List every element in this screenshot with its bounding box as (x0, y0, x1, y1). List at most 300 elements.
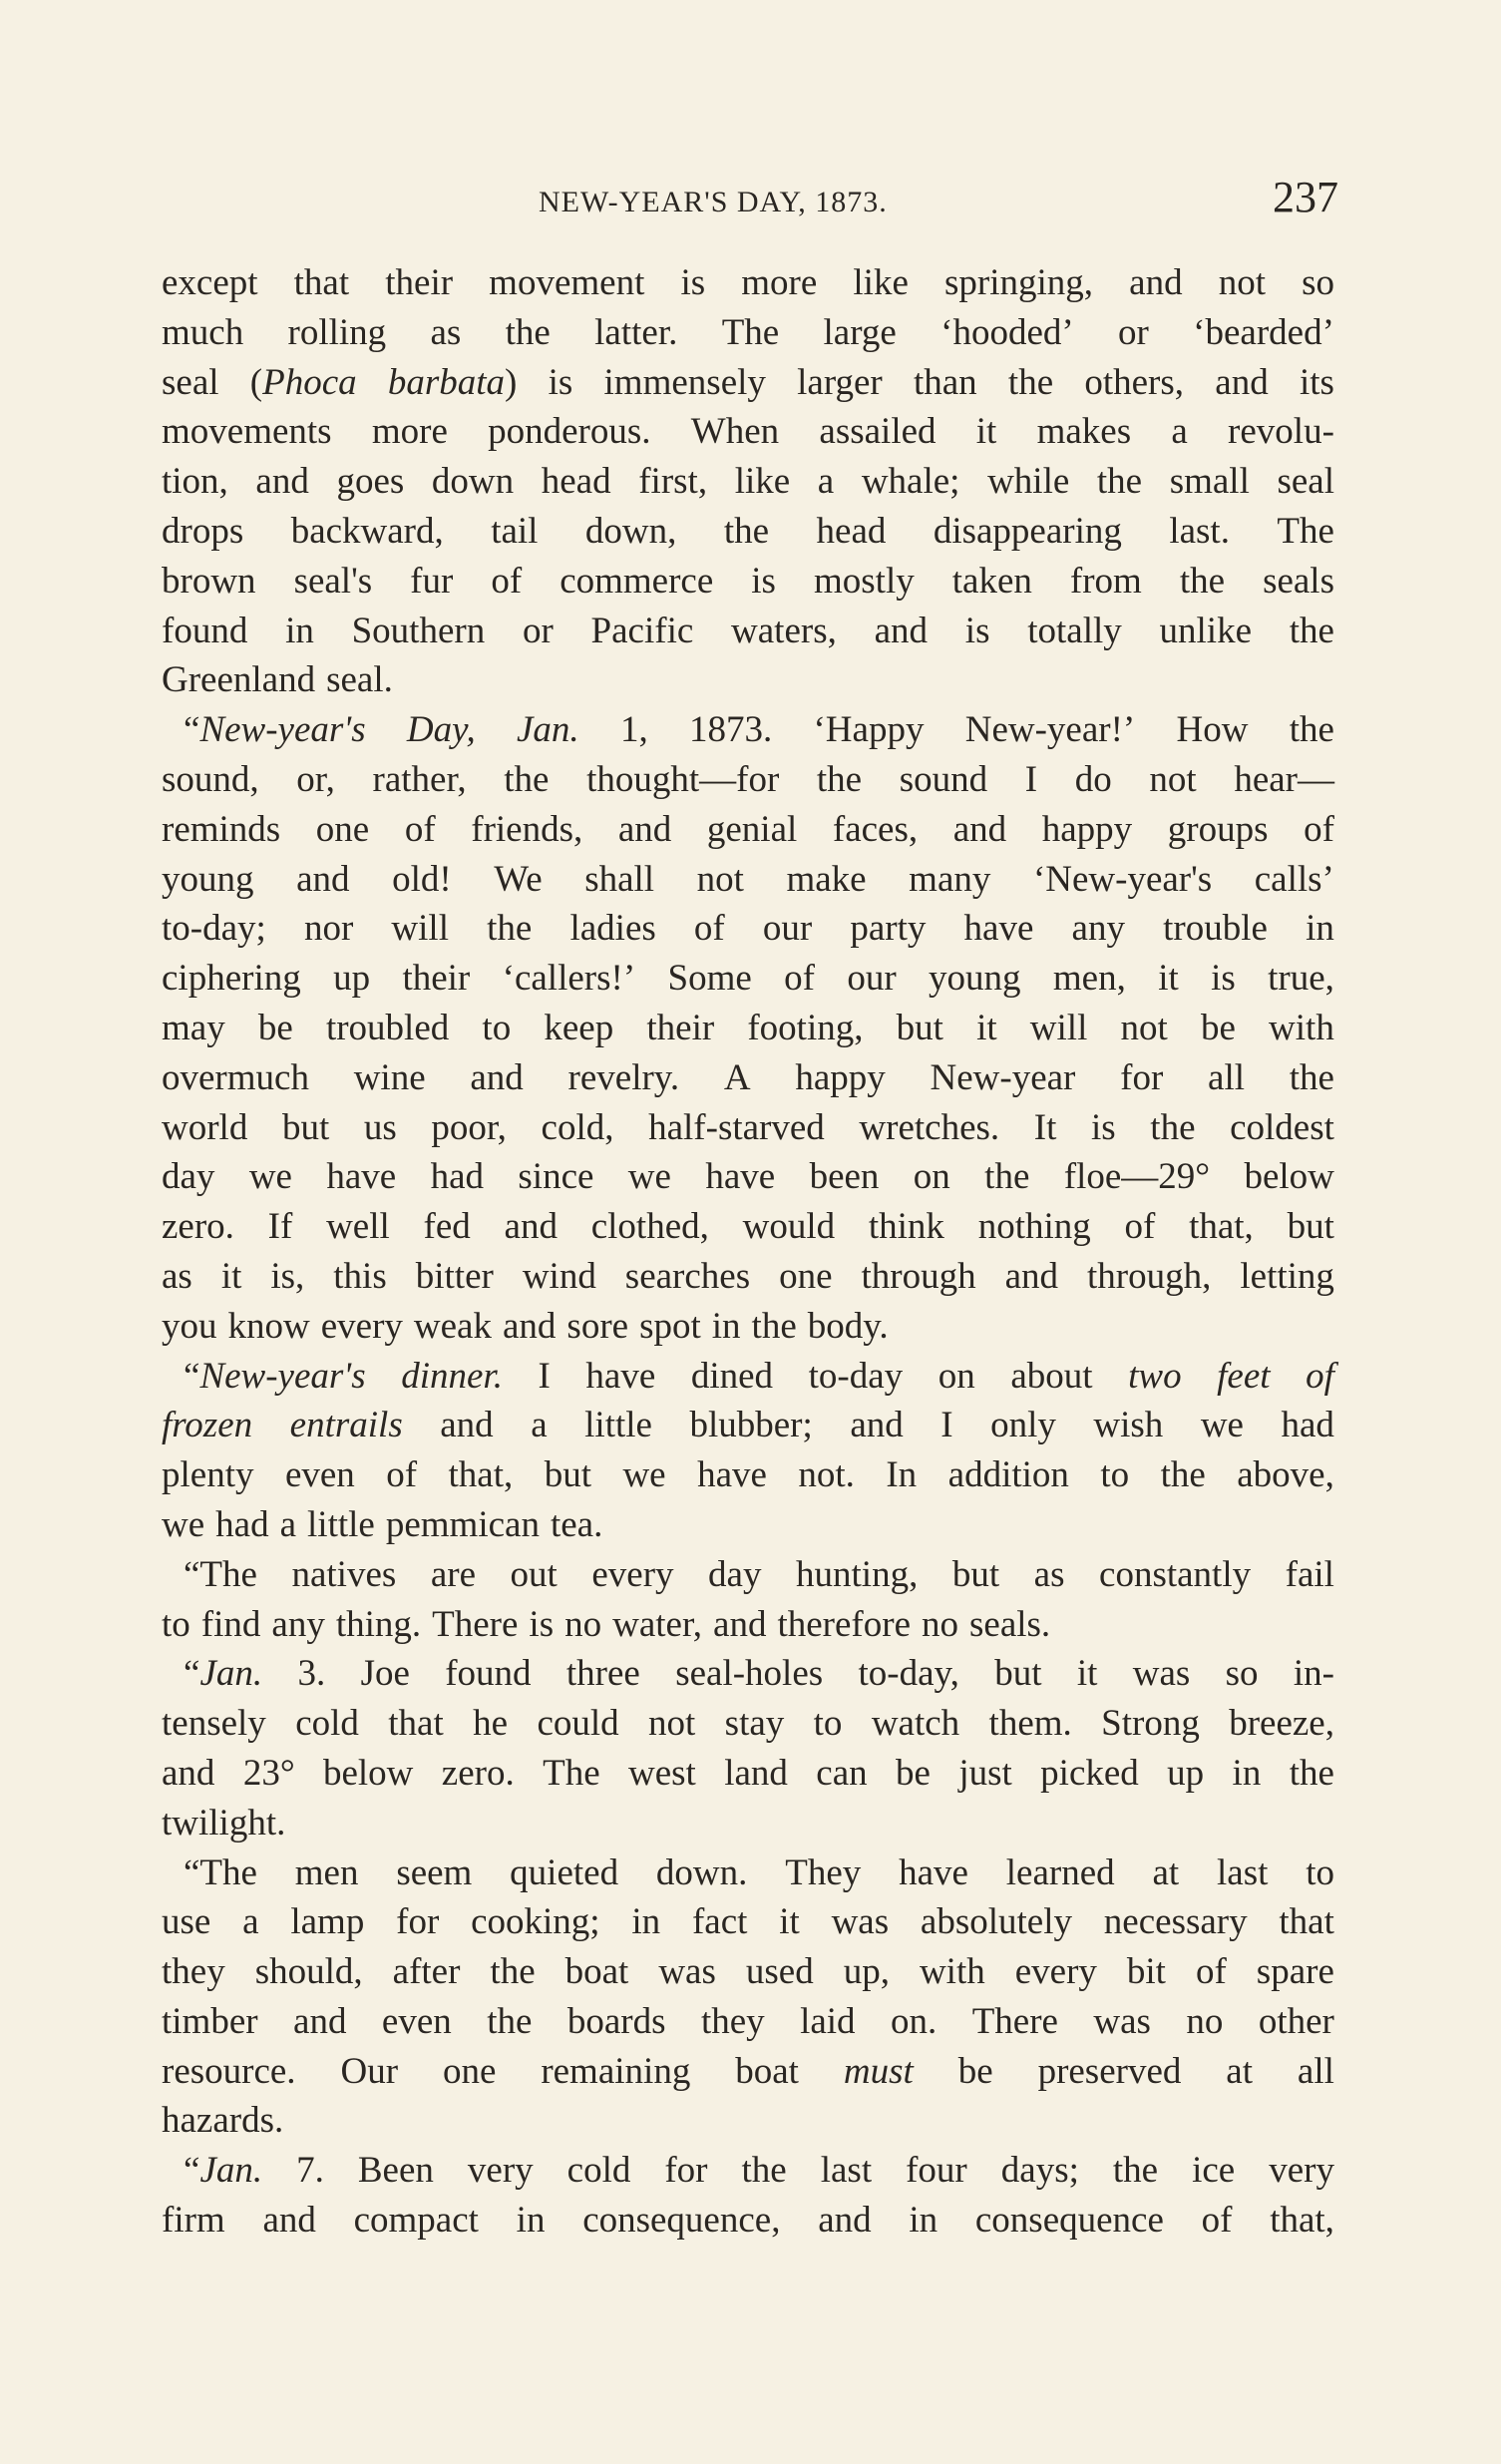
word: seem (396, 1851, 473, 1893)
word: and (440, 1405, 494, 1446)
word: addition (947, 1454, 1069, 1496)
word: zero. (441, 1752, 515, 1794)
word: thing. (335, 1603, 422, 1645)
word: is (548, 361, 573, 403)
text-line (162, 1103, 1334, 1153)
word: of (1195, 1951, 1227, 1993)
word: head (541, 461, 611, 503)
word: rolling (287, 311, 387, 353)
word: nor (303, 908, 354, 950)
text-line (162, 1600, 1334, 1650)
word: floe—29° (1063, 1156, 1211, 1198)
word: cooking; (471, 1901, 600, 1943)
word: A (723, 1056, 751, 1098)
word: of (1304, 808, 1334, 850)
word: cold (295, 1703, 359, 1745)
word: little (584, 1405, 652, 1446)
word: consequence, (582, 2200, 781, 2242)
word: troubled (325, 1007, 450, 1048)
text-line (162, 358, 1334, 408)
word: for (1120, 1056, 1164, 1098)
word: goes (336, 461, 405, 503)
word: and (296, 858, 350, 900)
word: last. (1169, 510, 1230, 552)
word: we (162, 1503, 205, 1545)
word: spare (1256, 1951, 1334, 1993)
text-line (162, 1202, 1334, 1252)
word: on. (891, 2000, 938, 2042)
word: their (385, 262, 454, 303)
word: calls’ (1254, 858, 1334, 900)
word: compact (353, 2200, 479, 2242)
word: and (162, 1752, 215, 1794)
word: the (984, 1156, 1030, 1198)
word: The (1277, 510, 1334, 552)
word: the (1112, 2150, 1159, 2192)
word: of (784, 958, 815, 1000)
word: a (279, 1503, 297, 1545)
word: other (1258, 2000, 1334, 2042)
word: sound, (162, 758, 259, 800)
word: their (646, 1007, 715, 1048)
word: with (919, 1951, 985, 1993)
text-line (162, 1848, 1334, 1898)
word: this (333, 1255, 387, 1297)
word: 1, (619, 709, 648, 751)
word: timber (162, 2000, 258, 2042)
text-line (162, 1550, 1334, 1600)
word: and (617, 808, 672, 850)
word: for (396, 1901, 440, 1943)
word: any (271, 1603, 325, 1645)
word: one (315, 808, 370, 850)
word: to (162, 1603, 190, 1645)
word: When (690, 411, 780, 453)
word: have (963, 908, 1034, 950)
word: half-starved (648, 1106, 825, 1148)
word: In (886, 1454, 918, 1496)
word: more (371, 411, 448, 453)
word: a (817, 461, 835, 503)
word: through, (1087, 1255, 1212, 1297)
word: make (786, 858, 867, 900)
word: seals (1263, 560, 1334, 602)
word: in (1232, 1752, 1262, 1794)
text-line (162, 308, 1334, 358)
word: to (1306, 1851, 1334, 1893)
word: was (1132, 1653, 1191, 1695)
word: men (294, 1851, 359, 1893)
word: Pacific (590, 610, 694, 651)
word: out (510, 1553, 558, 1595)
word: and (1129, 262, 1183, 303)
word: had (215, 1503, 269, 1545)
word: absolutely (920, 1901, 1072, 1943)
word: is, (270, 1255, 305, 1297)
word: seal (162, 361, 219, 403)
body-text (162, 258, 1334, 2246)
word: have (326, 1156, 397, 1198)
word: movements (162, 411, 332, 453)
word: party (850, 908, 927, 950)
word: brown (162, 560, 256, 602)
word: natives (291, 1553, 397, 1595)
word: as (162, 1255, 192, 1297)
word: faces, (832, 808, 919, 850)
word: seal. (326, 659, 393, 701)
word: tail (491, 510, 539, 552)
word: at (1152, 1851, 1180, 1893)
word: young (929, 958, 1021, 1000)
word: but (281, 1106, 330, 1148)
word: but (896, 1007, 943, 1048)
word: zero. (162, 1206, 234, 1248)
text-line (162, 1897, 1334, 1947)
word: springing, (944, 262, 1094, 303)
word: not (648, 1703, 696, 1745)
word: “Jan. (184, 2150, 263, 2192)
word: wretches. (859, 1106, 1000, 1148)
word: fed (423, 1206, 471, 1248)
word: in (909, 2200, 938, 2242)
word: “The (184, 1851, 257, 1893)
word: on (938, 1355, 975, 1397)
word: water, (612, 1603, 703, 1645)
word: hear— (1234, 758, 1334, 800)
text-line (162, 1649, 1334, 1699)
word: in (285, 610, 314, 651)
word: the (723, 510, 770, 552)
word: of (1124, 1206, 1156, 1248)
word: do (1074, 758, 1112, 800)
word: was (658, 1951, 716, 1993)
word: to (813, 1703, 843, 1745)
word: of (491, 560, 523, 602)
word: as (430, 311, 462, 353)
word: be (257, 1007, 293, 1048)
word: body. (807, 1305, 889, 1347)
word: fail (1285, 1553, 1334, 1595)
word: find (200, 1603, 261, 1645)
word: the (1289, 1056, 1334, 1098)
word: the (1289, 610, 1334, 651)
word: for (664, 2150, 708, 2192)
word: one (442, 2050, 497, 2092)
word: every (1014, 1951, 1097, 1993)
text-line (162, 507, 1334, 557)
word: plenty (162, 1454, 254, 1496)
word: the (490, 1951, 536, 1993)
word: and (1004, 1255, 1059, 1297)
word: down. (655, 1851, 748, 1893)
word: of (1306, 1355, 1334, 1397)
word: hunting, (796, 1553, 919, 1595)
word: one (779, 1255, 833, 1297)
word: Our (340, 2050, 399, 2092)
word: have (697, 1454, 767, 1496)
word: was (1093, 2000, 1151, 2042)
word: days; (1000, 2150, 1079, 2192)
word: young (162, 858, 254, 900)
word: ciphering (162, 958, 301, 1000)
word: day (162, 1156, 215, 1198)
word: in (631, 1901, 661, 1943)
word: or (1118, 311, 1149, 353)
word: “New-year's (184, 1355, 366, 1397)
word: like (734, 461, 791, 503)
word: and (470, 1056, 524, 1098)
word: sore (566, 1305, 629, 1347)
word: and (504, 1206, 558, 1248)
text-line (162, 1302, 1334, 1352)
word: found (162, 610, 248, 651)
word: it (975, 411, 997, 453)
word: the (487, 908, 533, 950)
word: mostly (813, 560, 915, 602)
word: constantly (1099, 1553, 1252, 1595)
word: wine (353, 1056, 426, 1098)
word: all (1297, 2050, 1334, 2092)
text-line (162, 705, 1334, 755)
word: resource. (162, 2050, 296, 2092)
text-line (162, 755, 1334, 805)
word: so (1225, 1653, 1259, 1695)
word: nothing (977, 1206, 1091, 1248)
word: on (913, 1156, 950, 1198)
text-line (162, 655, 1334, 705)
word: above, (1237, 1454, 1334, 1496)
word: “New-year's (184, 709, 366, 751)
word: more (741, 262, 818, 303)
word: much (162, 311, 244, 353)
word: seal-holes (675, 1653, 824, 1695)
word: or (522, 610, 554, 651)
word: no (922, 1603, 958, 1645)
text-line (162, 1500, 1334, 1550)
word: be (896, 1752, 931, 1794)
word: ladies (569, 908, 656, 950)
word: bitter (415, 1255, 494, 1297)
word: hazards. (162, 2100, 284, 2142)
word: use (162, 1901, 211, 1943)
word: wish (1093, 1405, 1164, 1446)
word: 23° (242, 1752, 295, 1794)
word: two (1128, 1355, 1182, 1397)
word: any (1071, 908, 1125, 950)
word: down (431, 461, 515, 503)
word: poor, (431, 1106, 507, 1148)
word: groups (1167, 808, 1269, 850)
word: of (386, 1454, 418, 1496)
word: through (861, 1255, 976, 1297)
word: land (724, 1752, 788, 1794)
word: shall (584, 858, 655, 900)
word: tion, (162, 461, 228, 503)
word: New-year!’ (964, 709, 1136, 751)
word: after (392, 1951, 461, 1993)
word: weak (413, 1305, 492, 1347)
word: dinner. (401, 1355, 503, 1397)
word: the (1160, 1454, 1206, 1496)
word: in (1306, 908, 1334, 950)
word: us (363, 1106, 397, 1148)
word: and (818, 2200, 872, 2242)
text-line (162, 258, 1334, 308)
word: all (1208, 1056, 1245, 1098)
word: assailed (819, 411, 937, 453)
page-number: 237 (1273, 173, 1338, 221)
word: fur (410, 560, 454, 602)
text-line (162, 1799, 1334, 1848)
word: entrails (289, 1405, 403, 1446)
word: have (705, 1156, 776, 1198)
word: seal's (293, 560, 373, 602)
word: The (543, 1752, 600, 1794)
word: it (779, 1901, 800, 1943)
word: consequence (974, 2200, 1164, 2242)
word: therefore (777, 1603, 911, 1645)
word: the (504, 758, 550, 800)
word: was (831, 1901, 890, 1943)
word: larger (797, 361, 883, 403)
word: think (868, 1206, 944, 1248)
word: Some (667, 958, 752, 1000)
text-line (162, 557, 1334, 607)
word: very (1269, 2150, 1334, 2192)
word: even (381, 2000, 452, 2042)
word: not (1149, 758, 1197, 800)
word: I (538, 1355, 551, 1397)
word: west (628, 1752, 696, 1794)
word: be (957, 2050, 993, 2092)
word: of (404, 808, 436, 850)
word: or, (296, 758, 335, 800)
word: waters, (731, 610, 837, 651)
word: found (445, 1653, 532, 1695)
word: revolu- (1228, 411, 1334, 453)
word: revelry. (567, 1056, 680, 1098)
word: about (1010, 1355, 1093, 1397)
word: taken (951, 560, 1032, 602)
word: below (322, 1752, 414, 1794)
word: trouble (1163, 908, 1268, 950)
word: every (320, 1305, 403, 1347)
word: in (711, 1305, 741, 1347)
word: up (1167, 1752, 1205, 1794)
word: keep (544, 1007, 614, 1048)
word: at (1226, 2050, 1253, 2092)
word: reminds (162, 808, 281, 850)
word: like (853, 262, 909, 303)
text-line (162, 1053, 1334, 1103)
word: have (899, 1851, 968, 1893)
word: that (293, 262, 350, 303)
word: not. (798, 1454, 855, 1496)
word: remaining (541, 2050, 691, 2092)
word: “The (184, 1553, 257, 1595)
word: of (693, 908, 725, 950)
word: the (1007, 361, 1054, 403)
word: the (741, 2150, 787, 2192)
word: a (242, 1901, 259, 1943)
word: spot (639, 1305, 701, 1347)
word: as (1033, 1553, 1065, 1595)
word: 1873. (688, 709, 773, 751)
word: our (762, 908, 813, 950)
word: makes (1036, 411, 1132, 453)
word: quieted (510, 1851, 619, 1893)
word: the (816, 758, 863, 800)
word: except (162, 262, 258, 303)
word: the (505, 311, 551, 353)
word: There (971, 2000, 1058, 2042)
word: to-day, (858, 1653, 959, 1695)
word: to-day; (162, 908, 266, 950)
word: men, (1052, 958, 1126, 1000)
word: their (402, 958, 471, 1000)
word: ‘callers!’ (502, 958, 636, 1000)
word: cold (566, 2150, 631, 2192)
word: They (785, 1851, 862, 1893)
word: ponderous. (488, 411, 651, 453)
word: very (467, 2150, 534, 2192)
word: movement (489, 262, 645, 303)
word: boards (566, 2000, 666, 2042)
word: old! (392, 858, 452, 900)
word: tea. (550, 1503, 603, 1545)
word: we (1200, 1405, 1244, 1446)
word: frozen (162, 1405, 253, 1446)
word: up, (843, 1951, 890, 1993)
word: twilight. (162, 1802, 286, 1844)
word: to-day (808, 1355, 904, 1397)
word: pemmican (385, 1503, 540, 1545)
word: you (162, 1305, 217, 1347)
word: ‘Happy (813, 709, 925, 751)
word: cold, (541, 1106, 614, 1148)
word: lamp (290, 1901, 365, 1943)
word: footing, (747, 1007, 864, 1048)
word: thought—for (586, 758, 780, 800)
word: that, (1189, 1206, 1254, 1248)
word: ice (1192, 2150, 1236, 2192)
text-line (162, 1252, 1334, 1302)
word: the (1289, 1752, 1334, 1794)
word: We (494, 858, 543, 900)
text-line (162, 904, 1334, 954)
text-line (162, 2047, 1334, 2097)
word: fact (691, 1901, 748, 1943)
word: happy (795, 1056, 886, 1098)
text-line (162, 607, 1334, 656)
word: is (1091, 1106, 1116, 1148)
word: we (248, 1156, 292, 1198)
word: true, (1268, 958, 1334, 1000)
word: and (502, 1305, 557, 1347)
text-line (162, 1450, 1334, 1500)
word: used (745, 1951, 814, 1993)
word: firm (162, 2200, 225, 2242)
word: could (537, 1703, 619, 1745)
word: Been (357, 2150, 434, 2192)
word: must (843, 2050, 914, 2092)
word: is (529, 1603, 555, 1645)
word: we (622, 1454, 666, 1496)
word: I (940, 1405, 953, 1446)
text-line (162, 1997, 1334, 2047)
word: and (850, 1405, 904, 1446)
word: is (1211, 958, 1236, 1000)
